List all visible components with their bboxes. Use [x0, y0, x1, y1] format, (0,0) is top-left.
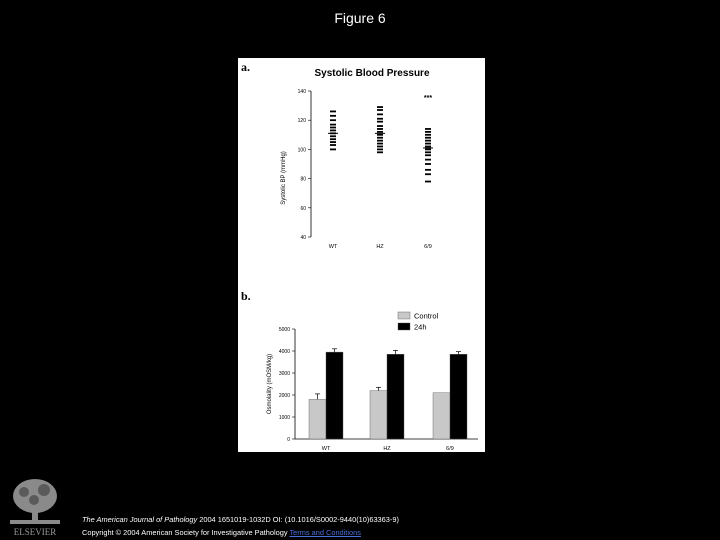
- chart-a-axis: [298, 89, 432, 250]
- x-category-label: 6/9: [446, 446, 454, 452]
- elsevier-logo: [6, 476, 64, 538]
- elsevier-wordmark: ELSEVIER: [13, 527, 57, 537]
- footer-citation: [82, 515, 399, 524]
- data-point: [425, 154, 431, 156]
- figure-panel: [238, 58, 485, 452]
- x-category-label: HZ: [376, 244, 384, 250]
- y-tick-label: 80: [300, 176, 306, 183]
- legend-label: 24h: [414, 322, 427, 332]
- y-tick-label: 3000: [278, 371, 290, 377]
- data-point: [377, 140, 383, 142]
- panel-b-label: b.: [241, 289, 251, 303]
- y-tick-label: 5000: [278, 327, 290, 333]
- significance-annotation: ***: [423, 94, 433, 102]
- data-point: [425, 169, 431, 171]
- data-point: [377, 149, 383, 151]
- data-point: [377, 128, 383, 130]
- y-tick-label: 0: [287, 437, 290, 443]
- y-tick-label: 1000: [278, 415, 290, 421]
- bar: [326, 352, 343, 439]
- terms-link[interactable]: Terms and Conditions: [289, 528, 361, 537]
- chart-b-marks: [309, 349, 467, 439]
- chart-a-marks: [328, 95, 433, 183]
- footer-copyright: [82, 528, 361, 537]
- data-point: [330, 130, 336, 132]
- bar: [309, 399, 326, 439]
- data-point: [330, 141, 336, 143]
- data-point: [330, 149, 336, 151]
- bar: [433, 393, 450, 439]
- data-point: [425, 128, 431, 130]
- data-point: [377, 134, 383, 136]
- bar: [450, 354, 467, 439]
- y-tick-label: 120: [297, 118, 306, 125]
- data-point: [377, 131, 383, 133]
- data-point: [377, 151, 383, 153]
- y-tick-label: 100: [297, 147, 306, 154]
- chart-b-ylabel: Osmolality (mOSM/kg): [267, 353, 273, 415]
- data-point: [377, 118, 383, 120]
- data-point: [330, 111, 336, 113]
- data-point: [377, 125, 383, 127]
- data-point: [330, 144, 336, 146]
- data-point: [425, 143, 431, 145]
- slide-title: Figure 6: [334, 10, 386, 26]
- x-category-label: HZ: [383, 446, 391, 452]
- data-point: [425, 151, 431, 153]
- data-point: [425, 163, 431, 165]
- figure-svg: [238, 58, 485, 452]
- bar: [387, 354, 404, 439]
- data-point: [330, 119, 336, 121]
- data-point: [330, 138, 336, 140]
- data-point: [425, 159, 431, 161]
- legend-swatch: [398, 323, 410, 330]
- y-tick-label: 140: [297, 89, 306, 95]
- footer-journal: The American Journal of Pathology: [82, 515, 198, 524]
- data-point: [425, 140, 431, 142]
- bar: [370, 391, 387, 439]
- panel-a-label: a.: [241, 60, 250, 74]
- data-point: [377, 146, 383, 148]
- data-point: [377, 143, 383, 145]
- data-point: [377, 106, 383, 108]
- data-point: [425, 181, 431, 183]
- data-point: [425, 134, 431, 136]
- data-point: [377, 113, 383, 115]
- data-point: [425, 146, 431, 148]
- y-tick-label: 60: [300, 205, 306, 212]
- y-tick-label: 40: [300, 235, 306, 241]
- x-category-label: WT: [321, 446, 331, 452]
- y-tick-label: 4000: [278, 349, 290, 355]
- data-point: [425, 149, 431, 151]
- data-point: [377, 109, 383, 111]
- chart-a-title: Systolic Blood Pressure: [314, 68, 430, 79]
- data-point: [425, 137, 431, 139]
- x-category-label: 6/9: [424, 244, 432, 250]
- data-point: [425, 131, 431, 133]
- data-point: [377, 137, 383, 139]
- data-point: [377, 121, 383, 123]
- footer-citation-text: 2004 1651019-1032D OI: (10.1016/S0002-9440(10)63363-9): [197, 515, 399, 524]
- y-tick-label: 2000: [278, 393, 290, 399]
- chart-b-legend: [398, 312, 439, 332]
- data-point: [330, 115, 336, 117]
- x-category-label: WT: [328, 244, 338, 250]
- chart-a-ylabel: Systolic BP (mmHg): [281, 151, 287, 205]
- data-point: [425, 173, 431, 175]
- legend-label: Control: [414, 311, 439, 321]
- legend-swatch: [398, 312, 410, 319]
- data-point: [330, 135, 336, 137]
- footer-copyright-text: Copyright © 2004 American Society for Investigative Pathology: [82, 528, 288, 537]
- data-point: [330, 124, 336, 126]
- data-point: [330, 127, 336, 129]
